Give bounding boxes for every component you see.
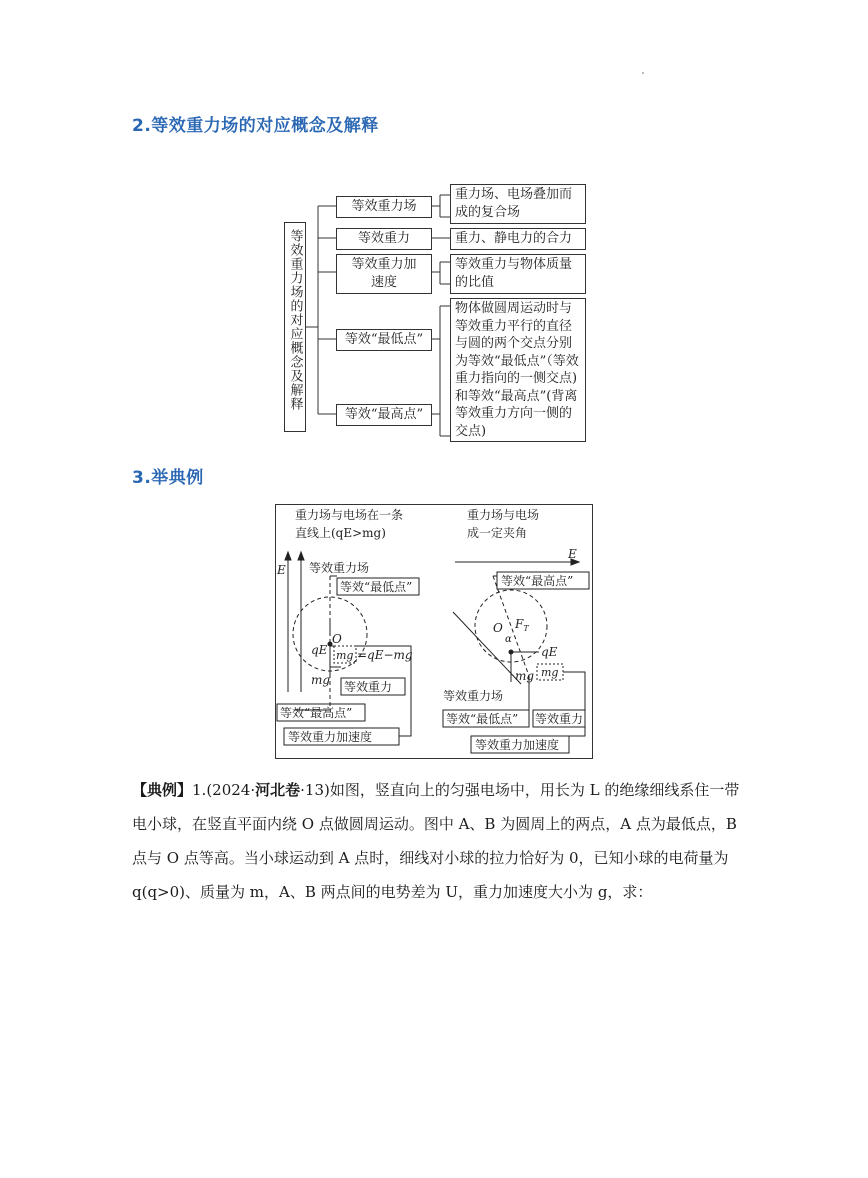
example-tag: 【典例】 <box>132 781 193 799</box>
concept-map-root <box>284 222 306 432</box>
left-caption-2: 直线上(qE>mg) <box>295 526 386 540</box>
left-highest-label: 等效“最高点” <box>280 706 353 720</box>
left-caption-1: 重力场与电场在一条 <box>295 508 404 522</box>
right-field-title: 等效重力场 <box>443 689 504 703</box>
right-acceleration-label: 等效重力加速度 <box>475 738 560 752</box>
example-source-tail: ·13) <box>300 781 330 799</box>
term-equivalent-gravity-field: 等效重力场 <box>336 196 432 218</box>
right-highest-label: 等效“最高点” <box>501 574 574 588</box>
explanation-gravity: 重力、静电力的合力 <box>450 228 586 250</box>
explanation-lowest-highest: 物体做圆周运动时与等效重力平行的直径与圆的两个交点分别为等效“最低点”（等效重力指向的一侧交点)和等效“最高点”(背离等效重力方向一侧的交点) <box>450 298 586 442</box>
explanation-acceleration: 等效重力与物体质量的比值 <box>450 254 586 294</box>
term-equivalent-lowest-point: 等效“最低点” <box>336 329 432 351</box>
left-acceleration-label: 等效重力加速度 <box>288 730 373 744</box>
term-equivalent-gravity: 等效重力 <box>336 228 432 250</box>
left-lowest-label: 等效“最低点” <box>340 580 413 594</box>
right-FT-label: $F_T$ <box>515 617 529 633</box>
left-formula: =qE−mg <box>357 648 413 662</box>
right-mg-box-label: mg <box>541 666 559 679</box>
right-lowest-label: 等效“最低点” <box>446 712 519 726</box>
right-caption-2: 成一定夹角 <box>467 526 528 540</box>
right-mg-label: mg <box>515 669 535 683</box>
root-label: 等效重力场的对应概念及解释 <box>287 229 303 411</box>
right-gravity-label: 等效重力 <box>535 712 584 726</box>
right-ball <box>509 650 514 655</box>
left-E-label: E <box>277 563 286 577</box>
section-3-heading: 3.举典例 <box>132 468 204 488</box>
right-E-label: E <box>568 547 577 561</box>
example-figure <box>275 504 595 762</box>
right-alpha-label: α <box>505 634 512 645</box>
example-source: 河北卷 <box>255 781 301 799</box>
left-O-label: O <box>332 632 342 646</box>
example-number: 1.(2024· <box>192 781 256 799</box>
right-O-label: O <box>493 621 503 635</box>
right-caption-1: 重力场与电场 <box>467 508 540 522</box>
left-mg-label: mg <box>311 673 331 687</box>
explanation-gravity-field: 重力场、电场叠加而成的复合场 <box>450 184 586 224</box>
left-field-title: 等效重力场 <box>309 561 370 575</box>
example-1-paragraph <box>132 773 742 909</box>
left-qE-label: qE <box>311 643 328 657</box>
term-equivalent-highest-point: 等效“最高点” <box>336 404 432 426</box>
term-equivalent-acceleration: 等效重力加速度 <box>336 254 432 294</box>
left-mg-box-label: mg <box>336 649 354 662</box>
left-gravity-label: 等效重力 <box>344 680 393 694</box>
right-qE-label: qE <box>541 645 558 659</box>
example-text: 如图，竖直向上的匀强电场中，用长为 L 的绝缘细线系住一带电小球，在竖直平面内绕 O 点做圆周运动。图中 A、B 为圆周上的两点，A 点为最低点，B 点与 O 点等高。当小球运动到 A 点时，细线对小球的拉力恰好为 0，已知小球的电荷量为 q(q>0)、质量为 m，A、B 两点间的电势差为 U，重力加速度大小为 g，求： <box>132 781 740 901</box>
concept-map-connectors <box>0 0 868 460</box>
section-2-heading: 2.等效重力场的对应概念及解释 <box>132 116 379 136</box>
